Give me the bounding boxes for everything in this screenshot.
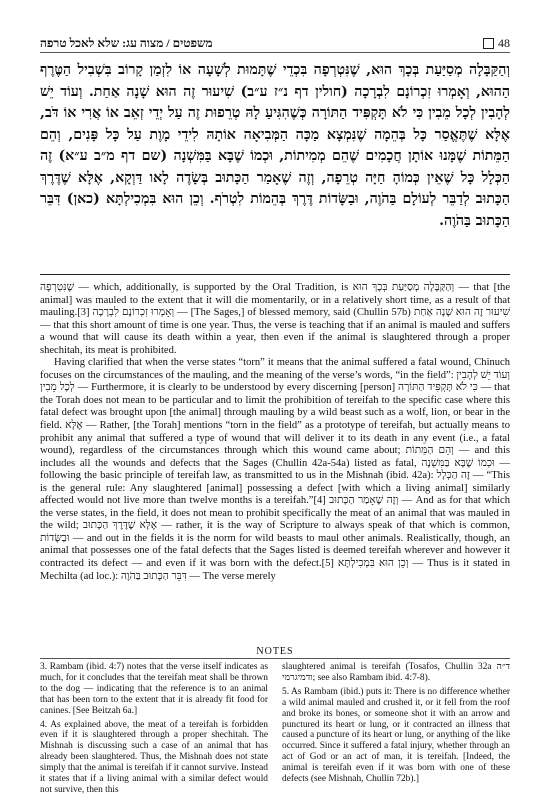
notes-right-column (282, 662, 510, 785)
note-5: 5. As Rambam (ibid.) puts it: There is no difference whether a wild animal mauled and crushed it, or it fell from the roof and broke its bones, or someone shot it with an arrow and punctured its heart or lung, or it contracted an illness that caused a puncture of its heart or lung, or anything of the like occurred. Since it suffered a fatal injury, whether through an act of God or an act of man, it is tereifah. [Indeed, the animal is tereifah even if it was born with one of these defects (see Mishnah, Chullin 72b).] (282, 686, 510, 785)
notes-heading: NOTES (256, 646, 294, 657)
header-page-marker (479, 36, 510, 51)
footnotes (40, 662, 510, 795)
note-4: 4. As explained above, the meat of a tereifah is forbidden even if it is slaughtered through a proper shechitah. The Mishnah is discussing such a case of an animal that has already been slaughtered. Thus, the Mishnah does not state simply that the animal is tereifah if it cannot survive. Instead it states that if a living animal with a similar defect would not survive, then this (40, 719, 268, 795)
text-divider (40, 274, 510, 275)
hebrew-main-text: וְהַקַּבָּלָה מְסַיַּעַת בְּכָךְ הוּא, שֶׁנִּטְרְפָה בִּכְדֵי שֶׁתָּמוּת לְשָׁעָה אוֹ לִזְמַן קָרוֹב בִּשְׁבִיל הַטֶּרֶף הַהוּא, וְאָמְרוּ זִכְרוֹנָם לִבְרָכָה (חולין דף נ״ז ע״ב) שִׁיעוּר זֶה הוּא שָׁנָה אַחַת. וְעוֹד יֵשׁ לְהָבִין לְכָל מֵבִין כִּי לֹא תָּקְפִּיד הַתּוֹרָה כְּשֶׁהִגִּיעַ לָהּ טְרֵפוּת זֶה עַל יְדֵי זְאֵב אוֹ אֲרִי אוֹ דֹּב, אֶלָּא שֶׁתֶּאֱסַר כָּל בְּהֵמָה שֶׁנִּמְצָא מַכָּה הַמְּבִיאָה אוֹתָהּ לִידֵי מָוֶת עַל כָּל פָּנִים, וְהֵם הַמֵּתוֹת שֶׁמָּנוּ אוֹתָן חֲכָמִים שֶׁהֵם מְמִיתוֹת, וּכְמוֹ שֶׁבָּא בַּמִּשְׁנָה (שם דף מ״ב ע״א) זֶה הַכְּלָל כָּל שֶׁאֵין כְּמוֹהָ חַיָּה טְרֵפָה, וְזֶה שֶׁאָמַר הַכָּתוּב בְּשָׂדֶה לָאו דַּוְקָא, אֶלָּא שֶׁדֶּרֶךְ הַכָּתוּב לְדַבֵּר לְעוֹלָם בַּהֹוֶה, וּבַשָּׂדוֹת דֶּרֶךְ בְּהֵמוֹת לִטְרֹף. וְכֵן הוּא בִּמְכִילְתָּא (כאן) דִּבֵּר הַכָּתוּב בַּהֹוֶה. (40, 62, 510, 229)
english-commentary (40, 282, 510, 583)
page-number: 48 (498, 35, 510, 50)
note-3: 3. Rambam (ibid. 4:7) notes that the verse itself indicates as much, for it concludes that the tereifah meat shall be thrown to the dog — indicating that the reference is to an animal that has been torn to the extent that it is already fit food for canines. [See Beitzah 6a.] (40, 662, 268, 716)
square-ornament-icon (483, 38, 494, 49)
english-paragraph-2: Having clarified that when the verse states “torn” it means that the animal suffered a fatal wound, Chinuch focuses on the circumstances of the mauling, and the meaning of the verse’s words, “in the field”: וְעוֹד יֵשׁ לְהָבִין לְכָל מֵבִין — Furthermore, it is clearly to be understood by every discerning [person] כִּי לֹא תָּקְפִּיד הַתּוֹרָה — that the Torah does not mean to be particular and to limit the prohibition of tereifah to the specific case where this fatal defect was brought upon [the animal] through mauling by a wild beast such as a wolf, lion, or bear in the field. אֶלָּא — Rather, [the Torah] mentions “torn in the field” as a prototype of tereifah, but actually means to prohibit any animal that suffered a type of wound that will deliver it to its death in any event (i.e., a fatal wound), regardless of the circumstances through which this wound came about; וְהֵם הַמֵּתוֹת — and this includes all the wounds and defects that the Sages (Chullin 42a-54a) listed as fatal, וּכְמוֹ שֶׁבָּא בַּמִּשְׁנָה — following the basic principle of tereifah law, as transmitted to us in the Mishnah (ibid. 42a): זֶה הַכְּלָל — “This is the general rule: Any slaughtered [animal] possessing a defect [with which a living animal] similarly affected would not live more than twelve months is a tereifah.”[4] וְזֶה שֶׁאָמַר הַכָּתוּב — And as for that which the verse states, in the field, it does not mean to prohibit specifically the meat of an animal that was mauled in the wild; אֶלָּא שֶׁדֶּרֶךְ הַכָּתוּב — rather, it is the way of Scripture to always speak of that which is common, וּבַשָּׂדוֹת — and out in the fields it is the norm for wild beasts to maul other animals. Realistically, though, an animal that possesses one of the fatal defects that the Sages listed is deemed tereifah wherever and however it contracted its defect — and even if it was born with the defect.[5] וְכֵן הוּא בִּמְכִילְתָּא — Thus is it stated in Mechilta (ad loc.): דִּבֵּר הַכָּתוּב בַּהֹוֶה — The verse merely (40, 357, 510, 582)
notes-divider (40, 658, 510, 659)
notes-left-column (40, 662, 268, 795)
note-4-continued: slaughtered animal is tereifah (Tosafos, Chullin 32a ד״ה ודמיגרמי; see also Rambam ibid. 4:7-8). (282, 662, 510, 683)
running-header (40, 34, 510, 53)
english-paragraph-1: שֶׁנִּטְרְפָה — which, additionally, is supported by the Oral Tradition, is וְהַקַּבָּלָה מְסַיַּעַת בְּכָךְ הוּא — that [the animal] was mauled to the extent that it will die momentarily, or in a relatively short time, as a result of that mauling.[3] וְאָמְרוּ זִכְרוֹנָם לִבְרָכָה — [The Sages,] of blessed memory, said (Chullin 57b) שִׁיעוּר זֶה הוּא שָׁנָה אַחַת — that this short amount of time is one year. Thus, the verse is teaching that if an animal is mauled and suffers a wound that will cause its death within a year, then even if the animal is slaughtered through a proper shechitah, its meat is prohibited. (40, 282, 511, 356)
header-title: משפטים / מצוה עג: שלא לאכל טרפה (40, 35, 213, 50)
